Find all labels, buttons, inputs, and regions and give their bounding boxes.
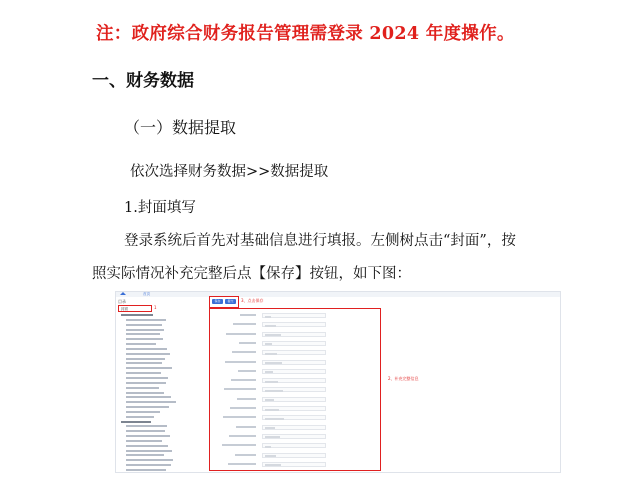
embedded-screenshot (115, 291, 561, 473)
tree-item[interactable] (118, 406, 184, 410)
form-field-label (236, 426, 256, 428)
form-field-label (240, 314, 256, 316)
cover-form (209, 308, 381, 471)
form-field-input[interactable] (262, 350, 326, 355)
form-field-input[interactable] (262, 341, 326, 346)
app-topbar (116, 292, 560, 297)
form-field-value (265, 343, 272, 345)
form-field-value (265, 399, 274, 401)
tree-item[interactable] (118, 319, 184, 323)
form-row (210, 406, 380, 412)
tree-item[interactable] (118, 387, 184, 391)
tree-item-label (126, 319, 166, 321)
tree-item[interactable] (118, 338, 184, 342)
tree-title: 目录 (118, 299, 126, 304)
tree-item-label (126, 392, 164, 394)
form-field-input[interactable] (262, 453, 326, 458)
tree-item-label (126, 416, 154, 418)
tree-item[interactable] (118, 459, 184, 463)
home-icon[interactable] (120, 292, 126, 297)
tree-item-label (126, 324, 162, 326)
form-field-input[interactable] (262, 434, 326, 439)
tree-item[interactable] (118, 430, 184, 434)
step1-title: 1.封面填写 (124, 200, 196, 216)
form-field-label (222, 444, 256, 446)
tree-item[interactable] (118, 440, 184, 444)
form-field-value (265, 455, 276, 457)
tree-item-label (126, 343, 156, 345)
form-field-label (235, 454, 256, 456)
form-field-value (265, 464, 281, 466)
save-button[interactable]: 保存 (212, 299, 223, 304)
form-field-label (224, 388, 256, 390)
tree-item-label (126, 358, 165, 360)
form-field-label (228, 463, 256, 465)
tree-item-label (126, 440, 162, 442)
tree-item[interactable] (118, 377, 184, 381)
tree-item[interactable] (118, 358, 184, 362)
tree-item[interactable] (118, 333, 184, 337)
form-field-label (238, 370, 256, 372)
tree-item-label (126, 382, 166, 384)
tab-home[interactable]: 首页 (143, 292, 150, 296)
tree-item-label (126, 362, 162, 364)
form-row (210, 443, 380, 449)
form-field-input[interactable] (262, 406, 326, 411)
tree-item-label (126, 372, 161, 374)
form-row (210, 462, 380, 468)
tree-item[interactable] (118, 372, 184, 376)
form-field-input[interactable] (262, 397, 326, 402)
tree-item[interactable] (118, 425, 184, 429)
tree-item-label (121, 421, 151, 423)
form-field-value (265, 316, 271, 318)
navigation-path-text: 依次选择财务数据>>数据提取 (130, 164, 329, 180)
tree-item-label (126, 377, 168, 379)
tree-item[interactable] (118, 348, 184, 352)
tree-item-label (121, 314, 153, 316)
form-field-label (232, 351, 256, 353)
tree-item-label (126, 401, 176, 403)
form-field-value (265, 362, 282, 364)
form-row (210, 332, 380, 338)
form-field-input[interactable] (262, 425, 326, 430)
tree-item[interactable] (118, 421, 184, 425)
tree-item[interactable] (118, 435, 184, 439)
form-row (210, 322, 380, 328)
tree-item-label (126, 333, 160, 335)
form-field-label (233, 323, 256, 325)
step1-body-line2: 照实际情况补充完整后点【保存】按钮，如下图： (92, 266, 411, 282)
tree-item-label (126, 435, 170, 437)
tree-item[interactable] (118, 396, 184, 400)
login-year-notice: 注：政府综合财务报告管理需登录 2024 年度操作。 (96, 24, 515, 44)
tree-item-label (126, 425, 167, 427)
form-field-input[interactable] (262, 332, 326, 337)
form-field-input[interactable] (262, 415, 326, 420)
tree-item[interactable] (118, 454, 184, 458)
form-field-value (265, 325, 276, 327)
tree-item[interactable] (118, 416, 184, 420)
form-field-label (225, 361, 256, 363)
subsection-heading-data-extraction: （一）数据提取 (124, 118, 237, 137)
form-field-label (226, 333, 256, 335)
tree-item[interactable] (118, 324, 184, 328)
tree-item[interactable] (118, 362, 184, 366)
submit-button[interactable]: 提交 (225, 299, 236, 304)
form-field-value (265, 353, 277, 355)
form-field-input[interactable] (262, 322, 326, 327)
tree-item[interactable] (118, 392, 184, 396)
tree-item-list (118, 313, 184, 473)
form-field-input[interactable] (262, 387, 326, 392)
form-field-input[interactable] (262, 462, 326, 467)
form-field-value (265, 390, 283, 392)
tree-item[interactable] (118, 353, 184, 357)
tree-item-label (126, 387, 159, 389)
annotation-step-2: 2、补充完整信息 (388, 376, 419, 381)
tree-item-cover[interactable]: 封面 (118, 305, 152, 312)
form-field-label (237, 398, 256, 400)
tree-item[interactable] (118, 469, 184, 473)
form-row (210, 397, 380, 403)
form-field-value (265, 427, 275, 429)
form-field-input[interactable] (262, 443, 326, 448)
toolbar-highlight (209, 296, 239, 308)
form-row (210, 341, 380, 347)
form-field-input[interactable] (262, 369, 326, 374)
tree-item[interactable] (118, 382, 184, 386)
tree-item-label (126, 469, 166, 471)
tree-item[interactable] (118, 367, 184, 371)
form-field-label (239, 342, 256, 344)
tree-item-label (126, 430, 165, 432)
tree-item-label (126, 406, 169, 408)
form-field-value (265, 371, 273, 373)
left-tree (118, 299, 184, 469)
tree-item-label (126, 459, 173, 461)
tree-item-label (126, 329, 164, 331)
tree-item-label (126, 348, 167, 350)
tree-item-label (126, 454, 164, 456)
tree-item[interactable] (118, 450, 184, 454)
tree-item[interactable] (118, 464, 184, 468)
form-field-label (229, 435, 256, 437)
form-field-input[interactable] (262, 360, 326, 365)
form-field-value (265, 381, 278, 383)
form-field-input[interactable] (262, 378, 326, 383)
form-row (210, 415, 380, 421)
form-row (210, 350, 380, 356)
form-row (210, 425, 380, 431)
tree-item-label (126, 450, 172, 452)
tree-item[interactable] (118, 445, 184, 449)
form-row (210, 360, 380, 366)
form-row (210, 313, 380, 319)
form-field-value (265, 436, 280, 438)
tree-item[interactable] (118, 329, 184, 333)
tree-item[interactable] (118, 314, 184, 318)
section-heading-financial-data: 一、财务数据 (92, 71, 194, 91)
tree-item-label (126, 396, 171, 398)
tree-item[interactable] (118, 401, 184, 405)
form-field-value (265, 409, 279, 411)
annotation-step-3: 3、点击保存 (241, 298, 264, 303)
tree-item-label (126, 367, 172, 369)
form-field-value (265, 446, 271, 448)
step1-body-line1: 登录系统后首先对基础信息进行填报。左侧树点击“封面”，按 (124, 233, 516, 249)
tree-item[interactable] (118, 343, 184, 347)
tree-item[interactable] (118, 411, 184, 415)
form-row (210, 378, 380, 384)
form-row (210, 369, 380, 375)
tree-item-label (126, 338, 163, 340)
tree-item-label (126, 353, 170, 355)
tree-item-label (126, 411, 160, 413)
form-row (210, 434, 380, 440)
tree-item-label (126, 445, 168, 447)
form-field-value (265, 418, 284, 420)
form-field-label (231, 379, 256, 381)
form-field-label (223, 416, 256, 418)
annotation-step-1: 1 (154, 305, 157, 310)
form-field-value (265, 334, 281, 336)
form-field-label (230, 407, 256, 409)
form-row (210, 453, 380, 459)
tree-item-label (126, 464, 171, 466)
form-row (210, 387, 380, 393)
form-field-input[interactable] (262, 313, 326, 318)
